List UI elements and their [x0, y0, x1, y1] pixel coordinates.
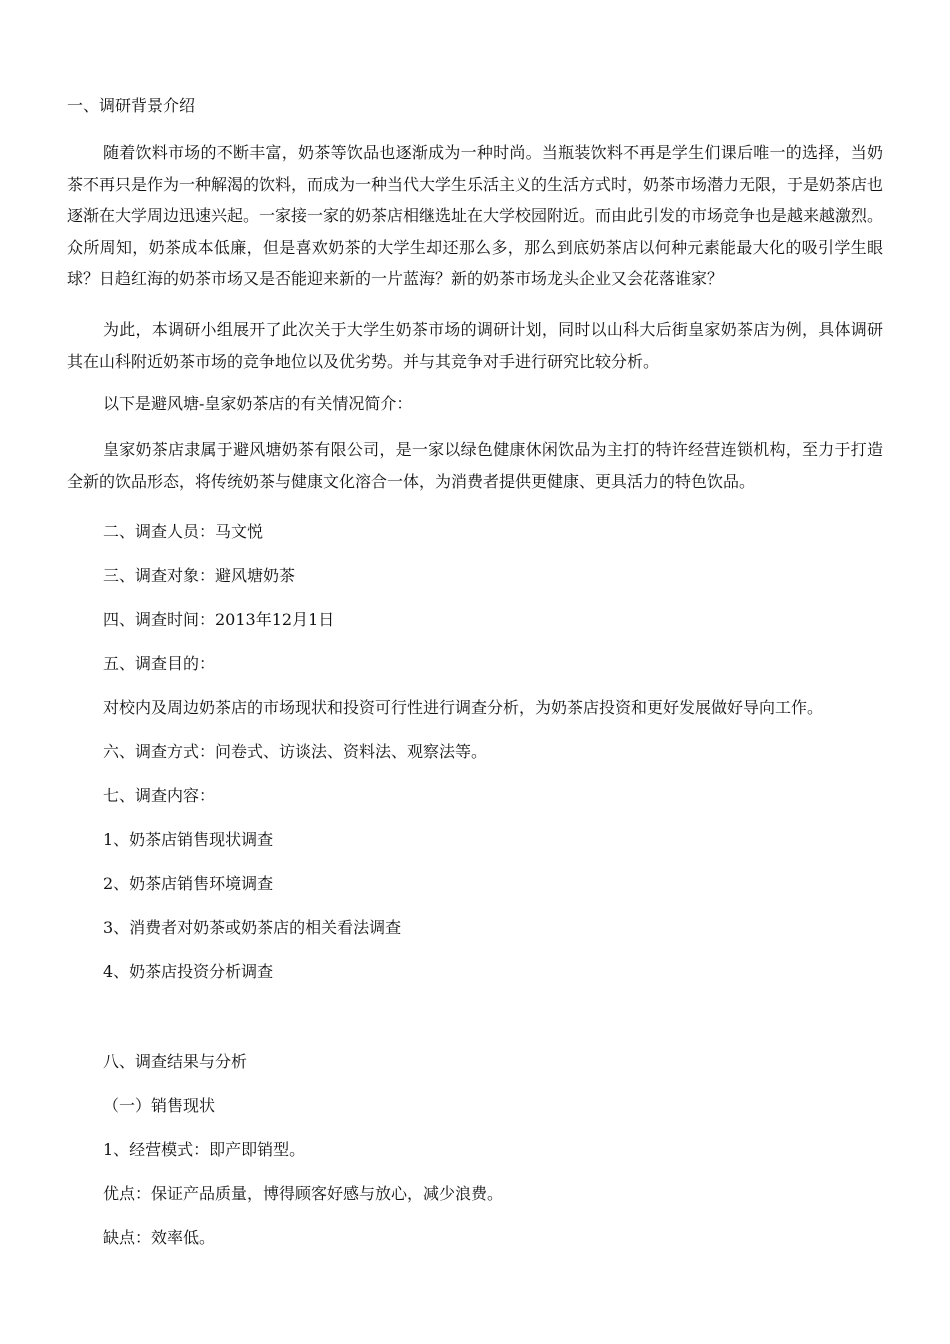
- section-date: 四、调查时间：2013年12月1日: [103, 610, 335, 629]
- list-item: 4、奶茶店投资分析调查: [103, 962, 274, 981]
- list-item: 1、奶茶店销售现状调查: [103, 830, 274, 849]
- subsection-sales-status: （一）销售现状: [103, 1096, 216, 1115]
- section-method: 六、调查方式：问卷式、访谈法、资料法、观察法等。: [103, 742, 488, 761]
- section-investigator: 二、调查人员：马文悦: [103, 522, 264, 541]
- disadvantages: 缺点：效率低。: [103, 1228, 216, 1247]
- list-item: 2、奶茶店销售环境调查: [103, 874, 274, 893]
- section-heading-background: 一、调研背景介绍: [67, 96, 196, 115]
- paragraph-company: 皇家奶茶店隶属于避风塘奶茶有限公司，是一家以绿色健康休闲饮品为主打的特许经营连锁机构，至力于打造全新的饮品形态，将传统奶茶与健康文化溶合一体，为消费者提供更健康、更具活力的特色饮品。: [67, 440, 883, 491]
- business-mode: 1、经营模式：即产即销型。: [103, 1140, 306, 1159]
- purpose-text: 对校内及周边奶茶店的市场现状和投资可行性进行调查分析，为奶茶店投资和更好发展做好导向工作。: [103, 698, 824, 717]
- section-content: 七、调查内容：: [103, 786, 216, 805]
- paragraph-intro-lead: 以下是避风塘-皇家奶茶店的有关情况简介：: [103, 394, 413, 413]
- section-purpose: 五、调查目的：: [103, 654, 216, 673]
- paragraph-plan: 为此，本调研小组展开了此次关于大学生奶茶市场的调研计划，同时以山科大后街皇家奶茶店为例，具体调研其在山科附近奶茶市场的竞争地位以及优劣势。并与其竞争对手进行研究比较分析。: [67, 320, 883, 371]
- advantages: 优点：保证产品质量，博得顾客好感与放心，减少浪费。: [103, 1184, 504, 1203]
- paragraph-background: 随着饮料市场的不断丰富，奶茶等饮品也逐渐成为一种时尚。当瓶装饮料不再是学生们课后唯一的选择，当奶茶不再只是作为一种解渴的饮料，而成为一种当代大学生乐活主义的生活方式时，奶茶市场潜力无限，于是奶茶店也逐渐在大学周边迅速兴起。一家接一家的奶茶店相继选址在大学校园附近。而由此引发的市场竞争也是越来越激烈。众所周知，奶茶成本低廉，但是喜欢奶茶的大学生却还那么多，那么到底奶茶店以何种元素能最大化的吸引学生眼球？日趋红海的奶茶市场又是否能迎来新的一片蓝海？新的奶茶市场龙头企业又会花落谁家？: [67, 143, 884, 289]
- section-results: 八、调查结果与分析: [103, 1052, 248, 1071]
- section-subject: 三、调查对象：避风塘奶茶: [103, 566, 296, 585]
- list-item: 3、消费者对奶茶或奶茶店的相关看法调查: [103, 918, 402, 937]
